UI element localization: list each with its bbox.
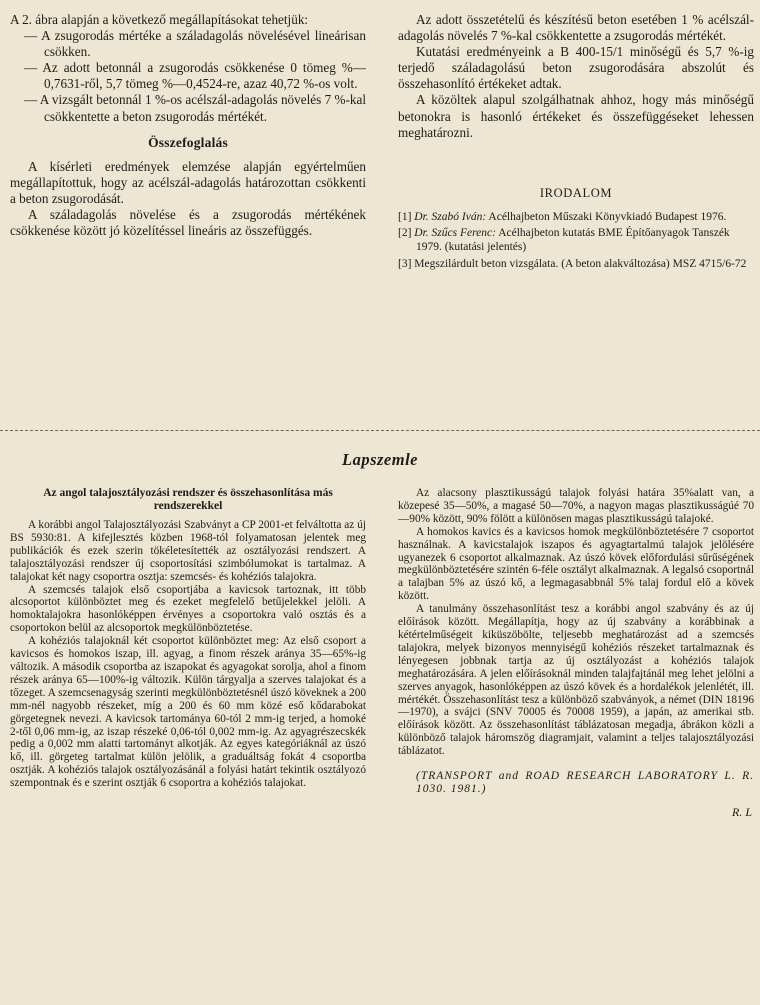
article-source: (TRANSPORT and ROAD RESEARCH LABORATORY L. R. 1030. 1981.) <box>416 770 754 796</box>
review-left-column <box>10 487 366 790</box>
finding-item: — A zsugorodás mértéke a száladagolás növelésével lineárisan csökken. <box>24 28 366 60</box>
article-paragraph: A tanulmány összehasonlítást tesz a korábbi angol szabvány és az új előírások között. Megállapítja, hogy az új szabvány a korábbinak a kétértelműségeit kiküszöbölte, teljesebb meghatározást ad a szemcsés talajokra, melyek bizonyos mennyiségű kohéziós részeket tartalmaznak és lényegesen jobbnak tartja az új osztályozást a kohéziós talajok meghatározására. A jelen előírásoknál minden talajfajtánál meg lehet jelölni a szerves anyagok, hasonlóképpen az úszó kövek és a hordalékok jelenlétét, ill. mértékét. Összehasonlítást tesz a különböző szabványok, a német (DIN 18196—1970), a svájci (SNV 70005 és 70008 1959), a japán, az amerikai stb. előírások között. Az összehasonlítást táblázatosan megadja, ábrákon közli a különböző talajok háromszög diagramjait, valamint a teljes talajosztályozási táblázatot. <box>398 603 754 758</box>
references-heading: IRODALOM <box>539 185 613 200</box>
article-title: Az angol talajosztályozási rendszer és összehasonlítása más rendszerekkel <box>43 487 333 512</box>
article-paragraph: Az alacsony plasztikusságú talajok folyási határa 35%alatt van, a közepesé 35—50%, a magasé 50—70%, a nagyon magas plasztikusságúé 70—90% között, 90% fölött a különösen magas plasztikusságú talajoké. <box>398 487 754 525</box>
reference-author: Dr. Szűcs Ferenc: <box>414 227 496 240</box>
conclusion-paragraph: Kutatási eredményeink a B 400-15/1 minőségű és 5,7 %-ig terjedő száladagolású beton zsugorodására abszolút és összehasonlító értékeket adtak. <box>398 44 754 92</box>
reference-item <box>398 226 754 255</box>
reference-text: Acélhajbeton Műszaki Könyvkiadó Budapest 1976. <box>488 210 727 223</box>
finding-item: — Az adott betonnál a zsugorodás csökkenése 0 tömeg %—0,7631-ről, 5,7 tömeg %—0,4524-re, azaz 40,72 %-os volt. <box>24 60 366 92</box>
review-right-column <box>398 487 754 819</box>
findings-intro: A 2. ábra alapján a következő megállapításokat tehetjük: <box>10 12 309 27</box>
article-paragraph: A kohéziós talajoknál két csoportot különböztet meg: Az első csoport a kavicsos és homokos iszap, ill. agyag, a finom részek aránya 35—65%-ig változik. A második csoportba az iszapokat és agyagokat sorolja, ahol a finom részek aránya 65—100%-ig változik. Külön tárgyalja a szerves talajokat és a tőzeget. A szemcsenagyság szerinti megkülönböztetésnél úszó köveknek a 200 mm-nél nagyobb részeket, míg a 200 és 60 mm közé eső kődarabokat görgetegnek nevezi. A kavicsok tartománya 60-tól 2 mm-ig terjed, a homoké 2-től 0,06 mm-ig, az iszap részeké 0,06-tól 0,002 mm-ig. Az agyagrészecskék pedig a 0,002 mm alatti tartományt alkotják. Az egyes kategóriáknál az úszó kő, ill. görgeteg tartalmat külön jelölik, a graduáltság fokát 4 csoportba osztják. A kohéziós talajok osztályozásánál a folyási határt tekintik osztályozó szempontnak és e szerint osztják 6 csoportra a kohéziós talajokat. <box>10 635 366 790</box>
conclusion-paragraph: Az adott összetételű és készítésű beton esetében 1 % acélszál-adagolás növelés 7 %-kal csökkentette a zsugorodás mértékét. <box>398 12 754 44</box>
reference-item <box>398 257 754 271</box>
top-left-column <box>10 12 366 239</box>
article-paragraph: A homokos kavics és a kavicsos homok megkülönböztetésére 7 csoportot használnak. A kavicstalajok iszapos és agyagtartalmú talajok jelölésére ugyanezek 6 csoportot alkalmaznak. Az úszó kövek előfordulási sűrűségének megkülönböztetésére szintén 6-féle osztályt alkalmaznak. A legalsó csoportnál a talajban 5% az úszó kő, a legmagasabbnál 5% talaj fordul elő a kövek között. <box>398 525 754 603</box>
reference-number: [2] <box>398 227 412 240</box>
reviewer-signature: R. L <box>731 805 752 820</box>
reference-item <box>398 210 754 224</box>
reference-number: [3] <box>398 257 412 270</box>
summary-heading: Összefoglalás <box>148 134 228 150</box>
finding-item: — A vizsgált betonnál 1 %-os acélszál-adagolás növelés 7 %-kal csökkentette a beton zsugorodás mértékét. <box>24 92 366 124</box>
article-paragraph: A korábbi angol Talajosztályozási Szabványt a CP 2001-et felváltotta az új BS 5930:81. A kifejlesztés közben 1968-tól folyamatosan jelentek meg publikációk és ezek szerin tökéletesítették az osztályozási rendszert. A talajosztályozási rendszer új csoportosítási szimbólumokat is tartalmaz. A talajokat két nagy csoportra osztja: szemcsés- és kohéziós talajokra. <box>10 519 366 583</box>
reference-text: Acélhajbeton kutatás BME Építőanyagok Tanszék 1979. (kutatási jelentés) <box>416 227 730 254</box>
article-paragraph: A szemcsés talajok első csoportjába a kavicsok tartoznak, itt több alcsoportot különböztet meg és ezeket megfelelő betűjelekkel jelöli. A homoktalajokra hasonlóképpen érvényes a csoportokra való osztás és a csoportokon belül az alcsoportok megkülönböztetése. <box>10 583 366 635</box>
top-right-column <box>398 12 754 273</box>
review-section-title: Lapszemle <box>342 450 418 469</box>
reference-text: Megszilárdult beton vizsgálata. (A beton alakváltozása) MSZ 4715/6-72 <box>414 257 747 270</box>
conclusion-paragraph: A közöltek alapul szolgálhatnak ahhoz, hogy más minőségű betonokra is hasonló értékeket és összefüggéseket lehessen meghatározni. <box>398 92 754 140</box>
section-divider <box>0 430 760 431</box>
reference-number: [1] <box>398 210 412 223</box>
reference-author: Dr. Szabó Iván: <box>414 210 487 223</box>
summary-paragraph: A kísérleti eredmények elemzése alapján egyértelműen megállapítottuk, hogy az acélszál-adagolás határozottan csökkenti a beton zsugorodását. <box>10 158 366 206</box>
summary-paragraph: A száladagolás növelése és a zsugorodás mértékének csökkenése között jó közelítéssel lineáris az összefüggés. <box>10 207 366 239</box>
